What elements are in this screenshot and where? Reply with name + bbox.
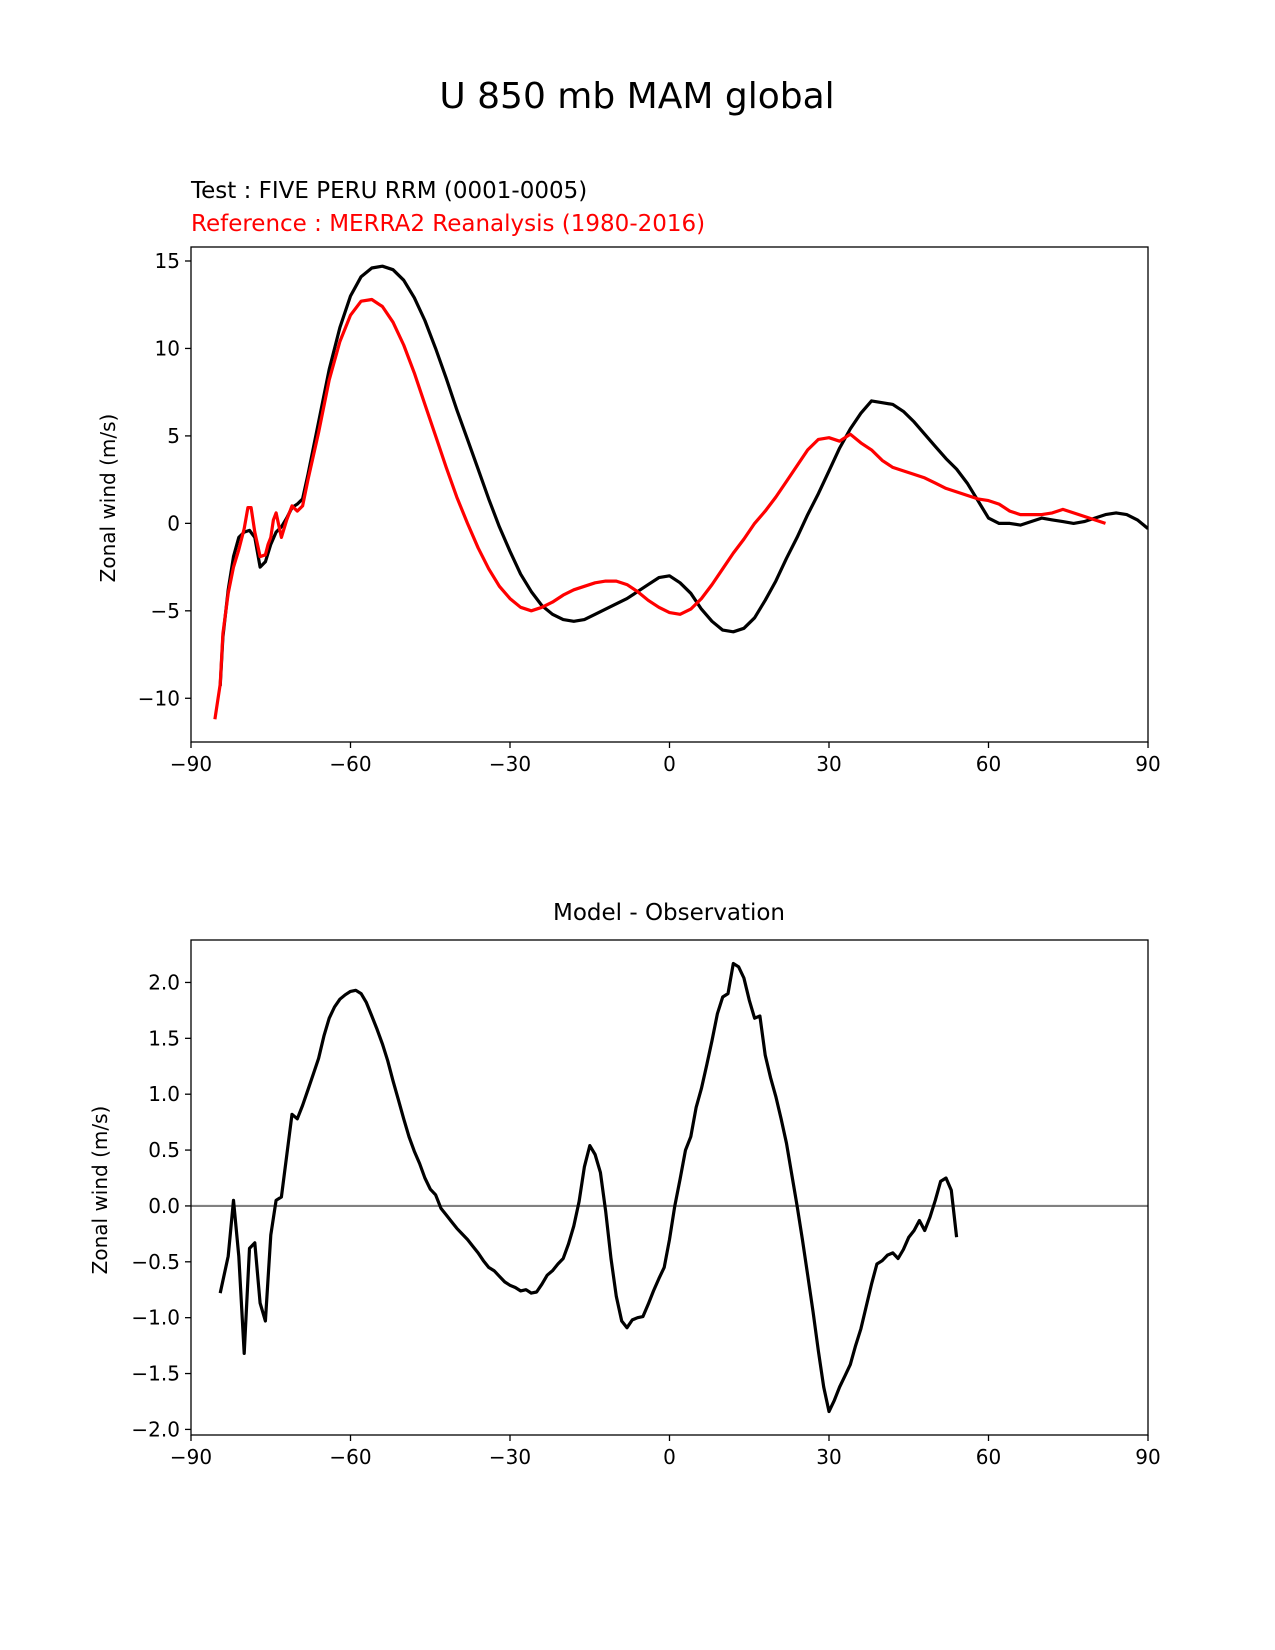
bottom-y-tick-label: 1.0	[148, 1082, 180, 1107]
bottom-y-tick-label: 2.0	[148, 970, 180, 995]
top-x-tick-label: −60	[329, 752, 372, 776]
reference-label: Reference : MERRA2 Reanalysis (1980-2016)	[191, 211, 706, 237]
bottom-title: Model - Observation	[552, 900, 786, 926]
bottom-x-tick-label: 60	[975, 1445, 1002, 1469]
top-panel	[96, 178, 1161, 776]
bottom-y-tick-label: −1.0	[131, 1305, 180, 1330]
top-y-tick-label: 5	[167, 423, 180, 448]
bottom-x-tick-label: −60	[329, 1445, 372, 1469]
top-y-tick-label: 0	[167, 511, 180, 536]
bottom-y-tick-label: −0.5	[131, 1249, 180, 1274]
top-x-tick-label: 30	[816, 752, 842, 776]
top-x-tick-label: 60	[975, 752, 1002, 776]
bottom-series-difference-line	[220, 964, 956, 1412]
top-plot-area	[138, 247, 1161, 776]
top-x-tick-label: −30	[488, 752, 532, 776]
bottom-y-tick-label: 0.5	[148, 1138, 180, 1163]
top-x-tick-label: 90	[1135, 752, 1161, 776]
bottom-y-tick-label: 1.5	[148, 1026, 180, 1051]
top-series-reference-line	[215, 300, 1106, 720]
top-axes-frame	[191, 247, 1148, 742]
test-label: Test : FIVE PERU RRM (0001-0005)	[191, 178, 588, 204]
top-x-tick-label: 0	[663, 752, 676, 776]
top-y-axis-label: Zonal wind (m/s)	[96, 413, 120, 583]
bottom-x-tick-label: −30	[488, 1445, 532, 1469]
bottom-y-tick-label: −2.0	[131, 1417, 180, 1442]
figure-title: U 850 mb MAM global	[439, 76, 835, 117]
top-y-tick-label: −5	[150, 598, 180, 623]
bottom-x-tick-label: −90	[169, 1445, 213, 1469]
top-y-tick-label: −10	[137, 686, 180, 711]
top-y-tick-label: 15	[154, 248, 180, 273]
bottom-x-tick-label: 90	[1135, 1445, 1161, 1469]
top-series-test-line	[220, 266, 1148, 686]
bottom-y-tick-label: −1.5	[131, 1361, 180, 1386]
bottom-x-tick-label: 0	[663, 1445, 676, 1469]
top-x-tick-label: −90	[169, 752, 213, 776]
bottom-y-tick-label: 0.0	[148, 1193, 180, 1218]
bottom-panel	[88, 900, 1161, 1469]
bottom-axes-frame	[191, 940, 1148, 1435]
bottom-y-axis-label: Zonal wind (m/s)	[88, 1105, 112, 1275]
top-y-tick-label: 10	[154, 336, 180, 361]
bottom-plot-area	[131, 940, 1160, 1469]
bottom-x-tick-label: 30	[816, 1445, 842, 1469]
